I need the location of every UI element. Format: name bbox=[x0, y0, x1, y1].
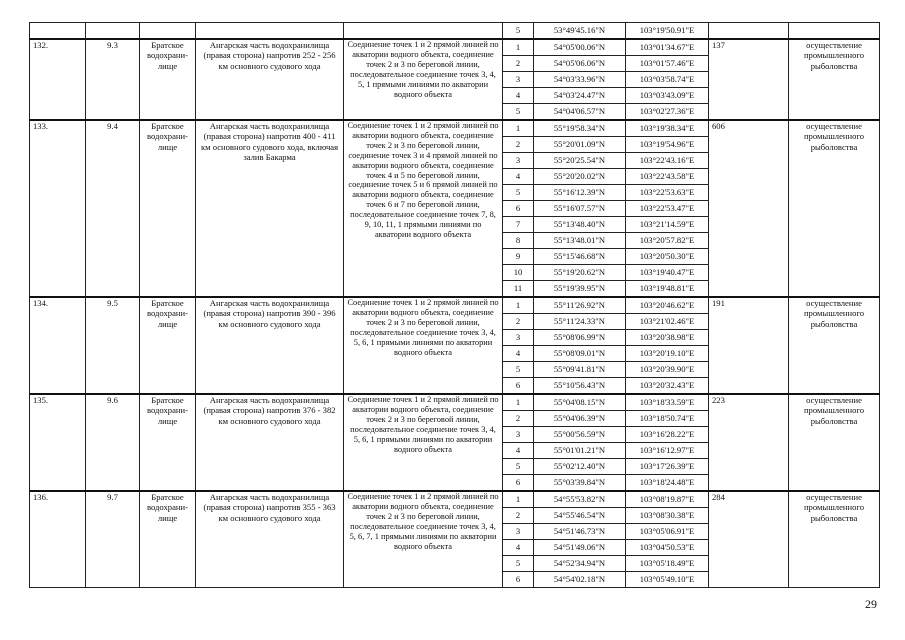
longitude: 103°21'02.46"E bbox=[626, 314, 709, 330]
point-number: 2 bbox=[503, 411, 534, 427]
point-number: 8 bbox=[503, 233, 534, 249]
longitude: 103°04'50.53"E bbox=[626, 540, 709, 556]
point-number: 5 bbox=[503, 459, 534, 475]
latitude: 54°05'06.06"N bbox=[534, 56, 626, 72]
longitude: 103°18'50.74"E bbox=[626, 411, 709, 427]
point-number: 4 bbox=[503, 169, 534, 185]
blank-cell bbox=[709, 23, 789, 40]
latitude: 55°13'48.01"N bbox=[534, 233, 626, 249]
point-number: 3 bbox=[503, 72, 534, 88]
row-number: 133. bbox=[30, 120, 86, 297]
area-value: 606 bbox=[709, 120, 789, 297]
latitude: 55°19'20.62"N bbox=[534, 265, 626, 281]
reservoir-name: Братское водохрани-лище bbox=[140, 120, 196, 297]
latitude: 54°54'02.18"N bbox=[534, 572, 626, 588]
blank-cell bbox=[789, 23, 880, 40]
latitude: 54°05'00.06"N bbox=[534, 39, 626, 56]
table-row bbox=[30, 39, 880, 56]
point-number: 5 bbox=[503, 362, 534, 378]
boundary-description: Соединение точек 1 и 2 прямой линией по акватории водного объекта, соединение точек 2 и 3 по береговой линии, последовательное соединение точек 3, 4, 5, 1 прямыми линиями по акватории водного объекта bbox=[344, 39, 503, 120]
location-description: Ангарская часть водохранилища (правая сторона) напротив 252 - 256 км основного судового хода bbox=[196, 39, 344, 120]
table-row bbox=[30, 297, 880, 314]
point-number: 1 bbox=[503, 491, 534, 508]
longitude: 103°22'53.63"E bbox=[626, 185, 709, 201]
boundary-description: Соединение точек 1 и 2 прямой линией по акватории водного объекта, соединение точек 2 и 3 по береговой линии, соединение точек 3 и 4 прямой линией по акватории водного объекта, соединение точек 4 и 5 по береговой линии, соединение точек 5 и 6 прямой линией по акватории водного объекта, соединение точек 6 и 7 по береговой линии, последовательное соединение точек 7, 8, 9, 10, 11, 1 прямыми линиями по акватории водного объекта bbox=[344, 120, 503, 297]
latitude: 55°04'08.15"N bbox=[534, 394, 626, 411]
blank-cell bbox=[344, 23, 503, 40]
latitude: 54°03'33.96"N bbox=[534, 72, 626, 88]
page-number: 29 bbox=[865, 597, 877, 611]
longitude: 103°18'24.48"E bbox=[626, 475, 709, 492]
reservoir-name: Братское водохрани-лище bbox=[140, 297, 196, 394]
latitude: 55°01'01.21"N bbox=[534, 443, 626, 459]
table-row bbox=[30, 491, 880, 508]
point-number: 6 bbox=[503, 572, 534, 588]
point-number: 5 bbox=[503, 556, 534, 572]
longitude: 103°22'53.47"E bbox=[626, 201, 709, 217]
point-number: 3 bbox=[503, 427, 534, 443]
longitude: 103°20'50.30"E bbox=[626, 249, 709, 265]
point-number: 4 bbox=[503, 88, 534, 104]
latitude: 55°03'39.84"N bbox=[534, 475, 626, 492]
area-value: 137 bbox=[709, 39, 789, 120]
longitude: 103°03'43.09"E bbox=[626, 88, 709, 104]
boundary-description: Соединение точек 1 и 2 прямой линией по акватории водного объекта, соединение точек 2 и 3 по береговой линии, последовательное соединение точек 3, 4, 5, 6, 1 прямыми линиями по акватории водного объекта bbox=[344, 297, 503, 394]
location-description: Ангарская часть водохранилища (правая сторона) напротив 355 - 363 км основного судового хода bbox=[196, 491, 344, 588]
boundary-description: Соединение точек 1 и 2 прямой линией по акватории водного объекта, соединение точек 2 и 3 по береговой линии, последовательное соединение точек 3, 4, 5, 6, 1 прямыми линиями по акватории водного объекта bbox=[344, 394, 503, 491]
latitude: 55°20'01.09"N bbox=[534, 137, 626, 153]
purpose: осуществление промышленного рыболовства bbox=[789, 120, 880, 297]
table-row bbox=[30, 23, 880, 40]
point-number: 4 bbox=[503, 540, 534, 556]
purpose: осуществление промышленного рыболовства bbox=[789, 491, 880, 588]
point-number: 2 bbox=[503, 56, 534, 72]
section-code: 9.7 bbox=[86, 491, 140, 588]
point-number: 4 bbox=[503, 443, 534, 459]
longitude: 103°17'26.39"E bbox=[626, 459, 709, 475]
longitude: 103°16'12.97"E bbox=[626, 443, 709, 459]
purpose: осуществление промышленного рыболовства bbox=[789, 297, 880, 394]
latitude: 55°19'39.95"N bbox=[534, 281, 626, 298]
latitude: 55°02'12.40"N bbox=[534, 459, 626, 475]
latitude: 54°55'46.54"N bbox=[534, 508, 626, 524]
point-number: 1 bbox=[503, 39, 534, 56]
latitude: 54°03'24.47"N bbox=[534, 88, 626, 104]
boundary-description: Соединение точек 1 и 2 прямой линией по акватории водного объекта, соединение точек 2 и 3 по береговой линии, последовательное соединение точек 3, 4, 5, 6, 7, 1 прямыми линиями по акватории водного объекта bbox=[344, 491, 503, 588]
longitude: 103°16'28.22"E bbox=[626, 427, 709, 443]
row-number: 135. bbox=[30, 394, 86, 491]
latitude: 54°55'53.82"N bbox=[534, 491, 626, 508]
longitude: 103°02'27.36"E bbox=[626, 104, 709, 121]
area-value: 284 bbox=[709, 491, 789, 588]
blank-cell bbox=[30, 23, 86, 40]
longitude: 103°03'58.74"E bbox=[626, 72, 709, 88]
section-code: 9.5 bbox=[86, 297, 140, 394]
purpose: осуществление промышленного рыболовства bbox=[789, 394, 880, 491]
latitude: 55°20'20.02"N bbox=[534, 169, 626, 185]
latitude: 54°52'34.94"N bbox=[534, 556, 626, 572]
longitude: 103°22'43.16"E bbox=[626, 153, 709, 169]
longitude: 103°08'30.38"E bbox=[626, 508, 709, 524]
point-number: 1 bbox=[503, 120, 534, 137]
point-number: 3 bbox=[503, 524, 534, 540]
latitude: 55°16'07.57"N bbox=[534, 201, 626, 217]
longitude: 103°20'39.90"E bbox=[626, 362, 709, 378]
point-number: 5 bbox=[503, 104, 534, 121]
point-number: 2 bbox=[503, 314, 534, 330]
blank-cell bbox=[140, 23, 196, 40]
latitude: 55°20'25.54"N bbox=[534, 153, 626, 169]
longitude: 103°08'19.87"E bbox=[626, 491, 709, 508]
blank-cell bbox=[196, 23, 344, 40]
section-code: 9.6 bbox=[86, 394, 140, 491]
latitude: 53°49'45.16"N bbox=[534, 23, 626, 40]
point-number: 5 bbox=[503, 23, 534, 40]
longitude: 103°21'14.59"E bbox=[626, 217, 709, 233]
longitude: 103°19'48.81"E bbox=[626, 281, 709, 298]
point-number: 6 bbox=[503, 378, 534, 395]
area-value: 223 bbox=[709, 394, 789, 491]
latitude: 55°13'48.40"N bbox=[534, 217, 626, 233]
longitude: 103°19'40.47"E bbox=[626, 265, 709, 281]
latitude: 55°08'09.01"N bbox=[534, 346, 626, 362]
location-description: Ангарская часть водохранилища (правая сторона) напротив 400 - 411 км основного судового хода, включая залив Бакарма bbox=[196, 120, 344, 297]
latitude: 55°11'24.33"N bbox=[534, 314, 626, 330]
longitude: 103°01'57.46"E bbox=[626, 56, 709, 72]
row-number: 136. bbox=[30, 491, 86, 588]
reservoir-name: Братское водохрани-лище bbox=[140, 394, 196, 491]
point-number: 2 bbox=[503, 508, 534, 524]
point-number: 6 bbox=[503, 475, 534, 492]
fishing-area-table bbox=[29, 22, 880, 588]
longitude: 103°01'34.67"E bbox=[626, 39, 709, 56]
latitude: 55°16'12.39"N bbox=[534, 185, 626, 201]
section-code: 9.3 bbox=[86, 39, 140, 120]
longitude: 103°18'33.59"E bbox=[626, 394, 709, 411]
point-number: 2 bbox=[503, 137, 534, 153]
section-code: 9.4 bbox=[86, 120, 140, 297]
table-body bbox=[30, 23, 880, 588]
longitude: 103°05'18.49"E bbox=[626, 556, 709, 572]
purpose: осуществление промышленного рыболовства bbox=[789, 39, 880, 120]
table-row bbox=[30, 394, 880, 411]
point-number: 1 bbox=[503, 394, 534, 411]
point-number: 9 bbox=[503, 249, 534, 265]
longitude: 103°05'06.91"E bbox=[626, 524, 709, 540]
point-number: 5 bbox=[503, 185, 534, 201]
point-number: 3 bbox=[503, 153, 534, 169]
point-number: 1 bbox=[503, 297, 534, 314]
longitude: 103°19'50.91"E bbox=[626, 23, 709, 40]
latitude: 55°11'26.92"N bbox=[534, 297, 626, 314]
latitude: 55°08'06.99"N bbox=[534, 330, 626, 346]
longitude: 103°20'38.98"E bbox=[626, 330, 709, 346]
row-number: 132. bbox=[30, 39, 86, 120]
longitude: 103°19'38.34"E bbox=[626, 120, 709, 137]
blank-cell bbox=[86, 23, 140, 40]
reservoir-name: Братское водохрани-лище bbox=[140, 39, 196, 120]
point-number: 3 bbox=[503, 330, 534, 346]
point-number: 11 bbox=[503, 281, 534, 298]
latitude: 55°09'41.81"N bbox=[534, 362, 626, 378]
point-number: 10 bbox=[503, 265, 534, 281]
location-description: Ангарская часть водохранилища (правая сторона) напротив 390 - 396 км основного судового хода bbox=[196, 297, 344, 394]
row-number: 134. bbox=[30, 297, 86, 394]
latitude: 55°04'06.39"N bbox=[534, 411, 626, 427]
latitude: 55°15'46.68"N bbox=[534, 249, 626, 265]
area-value: 191 bbox=[709, 297, 789, 394]
longitude: 103°05'49.10"E bbox=[626, 572, 709, 588]
longitude: 103°20'32.43"E bbox=[626, 378, 709, 395]
point-number: 4 bbox=[503, 346, 534, 362]
register-table-page bbox=[29, 22, 879, 588]
point-number: 7 bbox=[503, 217, 534, 233]
longitude: 103°20'46.62"E bbox=[626, 297, 709, 314]
longitude: 103°20'19.10"E bbox=[626, 346, 709, 362]
longitude: 103°20'57.82"E bbox=[626, 233, 709, 249]
longitude: 103°22'43.58"E bbox=[626, 169, 709, 185]
latitude: 55°10'56.43"N bbox=[534, 378, 626, 395]
latitude: 54°04'06.57"N bbox=[534, 104, 626, 121]
longitude: 103°19'54.96"E bbox=[626, 137, 709, 153]
table-row bbox=[30, 120, 880, 137]
latitude: 55°00'56.59"N bbox=[534, 427, 626, 443]
location-description: Ангарская часть водохранилища (правая сторона) напротив 376 - 382 км основного судового хода bbox=[196, 394, 344, 491]
point-number: 6 bbox=[503, 201, 534, 217]
latitude: 54°51'49.06"N bbox=[534, 540, 626, 556]
reservoir-name: Братское водохрани-лище bbox=[140, 491, 196, 588]
latitude: 54°51'46.73"N bbox=[534, 524, 626, 540]
latitude: 55°19'58.34"N bbox=[534, 120, 626, 137]
